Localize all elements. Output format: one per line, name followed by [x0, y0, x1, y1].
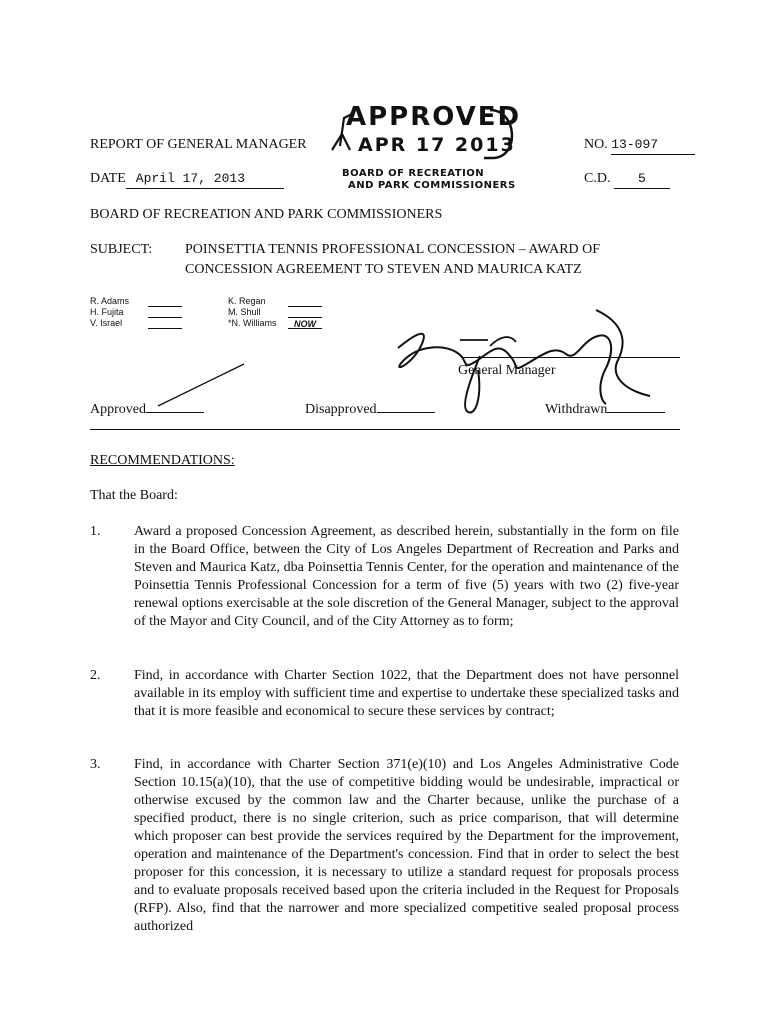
item-2-text: Find, in accordance with Charter Section 1022, that the Department does not have personnel available in its employ with sufficient time and expertise to undertake these specialized tasks and that it is more feasible and economical to secure these services by contract; [134, 668, 679, 719]
commissioners-right [228, 296, 322, 329]
withdrawn-label: Withdrawn [545, 402, 608, 417]
commissioners-left [90, 296, 182, 329]
subject-line-1: POINSETTIA TENNIS PROFESSIONAL CONCESSION – AWARD OF [185, 242, 601, 257]
commissioner-row: *N. Williams NOW [228, 318, 322, 329]
item-1-number: 1. [90, 524, 101, 539]
item-3-text: Find, in accordance with Charter Section 371(e)(10) and Los Angeles Administrative Code Section 10.15(a)(10), that the use of competitive bidding would be undesirable, impractical or otherwise excused by the common law and the Charter because, unlike the purchase of a specified product, there is no single criterion, such as price comparison, that will determine which proposer can best provide the services required by the Department for the improvement, operation and maintenance of the Department's concession. Find that in order to select the best proposer for this concession, it is necessary to utilize a standard request for proposals process and to evaluate proposals received based upon the criteria included in the Request for Proposals (RFP). Also, find that the narrower and more specialized competitive sealed proposal process authorized [134, 757, 679, 934]
recommendations-heading: RECOMMENDATIONS: [90, 453, 235, 468]
date-row [90, 170, 284, 189]
signature-title: General Manager [458, 363, 556, 378]
report-number [584, 136, 695, 155]
commissioner-row: R. Adams [90, 296, 182, 307]
cd-value: 5 [614, 170, 670, 189]
subject-label: SUBJECT: [90, 242, 153, 257]
item-3-number: 3. [90, 757, 101, 772]
report-title: REPORT OF GENERAL MANAGER [90, 137, 307, 152]
stamp-line-2: AND PARK COMMISSIONERS [348, 180, 516, 191]
recommendations-intro: That the Board: [90, 488, 178, 503]
council-district [584, 170, 670, 189]
cd-label: C.D. [584, 171, 611, 186]
commissioner-row: H. Fujita [90, 307, 182, 318]
signature-line [462, 357, 680, 358]
commissioner-row: M. Shull [228, 307, 322, 318]
approved-stamp [322, 88, 522, 208]
stamp-line-1: BOARD OF RECREATION [342, 168, 485, 179]
board-name: BOARD OF RECREATION AND PARK COMMISSIONERS [90, 207, 443, 222]
item-1-text: Award a proposed Concession Agreement, as described herein, substantially in the form on file in the Board Office, between the City of Los Angeles Department of Recreation and Parks and Steven and Maurica Katz, dba Poinsettia Tennis Center, for the operation and maintenance of the Poinsettia Tennis Professional Concession for a term of five (5) years with two (2) five-year renewal options exercisable at the sole discretion of the General Manager, subject to the approval of the Mayor and City Council, and of the City Attorney as to form; [134, 524, 679, 629]
report-number-label: NO. [584, 137, 608, 152]
commissioner-initials: NOW [288, 319, 322, 329]
disapproved-field [305, 398, 435, 419]
subject-line-2: CONCESSION AGREEMENT TO STEVEN AND MAURICA KATZ [185, 262, 582, 277]
item-2-number: 2. [90, 668, 101, 683]
report-number-value: 13-097 [611, 136, 695, 155]
approved-label: Approved [90, 402, 146, 417]
commissioner-row: V. Israel [90, 318, 182, 329]
approved-field [90, 398, 204, 419]
stamp-date: APR 17 2013 [358, 134, 516, 156]
date-value: April 17, 2013 [126, 170, 284, 189]
divider-rule [90, 429, 680, 430]
commissioner-row: K. Regan [228, 296, 322, 307]
withdrawn-field [545, 398, 665, 419]
disapproved-label: Disapproved [305, 402, 377, 417]
stamp-status: APPROVED [346, 102, 522, 132]
date-label: DATE [90, 171, 126, 186]
